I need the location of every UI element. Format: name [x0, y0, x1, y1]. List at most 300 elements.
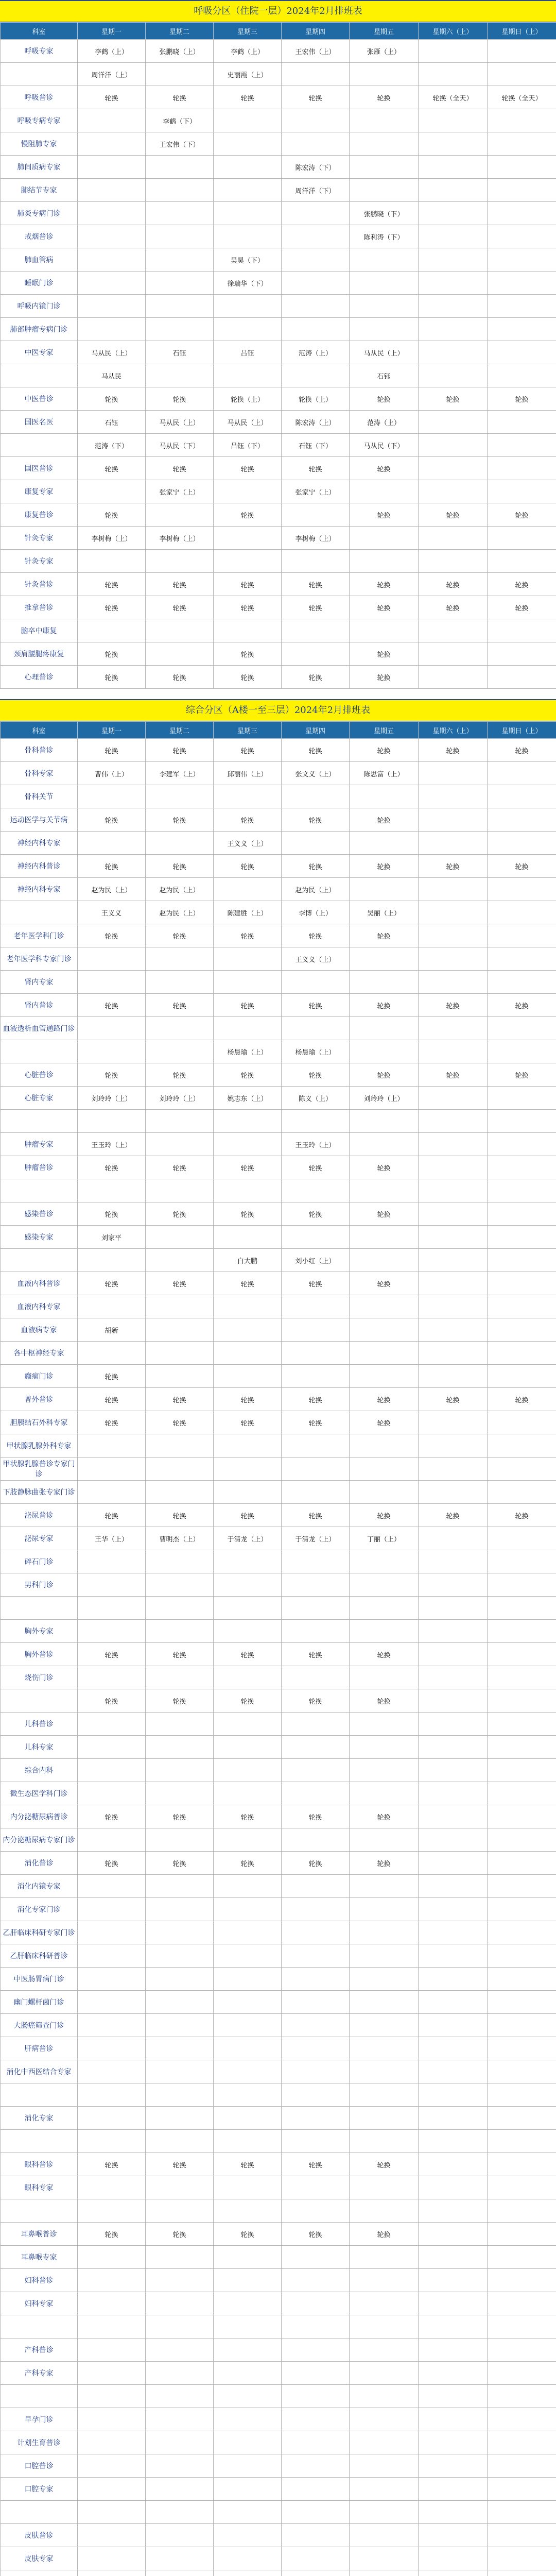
- table-row: [1, 1736, 556, 1759]
- department-cell: 心理普诊: [1, 666, 78, 689]
- department-cell: 内分泌糖尿病普诊: [1, 1805, 78, 1828]
- shift-cell: [146, 2408, 214, 2431]
- shift-cell: 赵为民（上）: [146, 901, 214, 924]
- shift-cell: [350, 1573, 419, 1597]
- table-row: [1, 2385, 556, 2408]
- shift-cell: 轮换: [282, 2153, 350, 2176]
- department-cell: [1, 1040, 78, 1063]
- shift-cell: [419, 1736, 488, 1759]
- shift-cell: [214, 132, 282, 156]
- department-cell: 神经内科专家: [1, 832, 78, 855]
- shift-cell: [78, 971, 146, 994]
- shift-cell: [350, 2176, 419, 2199]
- shift-cell: [214, 2176, 282, 2199]
- shift-cell: [282, 1597, 350, 1620]
- department-cell: 中医肠胃病门诊: [1, 1968, 78, 1991]
- shift-cell: 轮换: [214, 924, 282, 947]
- shift-cell: [419, 2315, 488, 2338]
- shift-cell: 轮换: [419, 1388, 488, 1411]
- department-cell: 耳鼻喉普诊: [1, 2223, 78, 2246]
- shift-cell: 轮换: [282, 86, 350, 109]
- shift-cell: 轮换: [350, 924, 419, 947]
- shift-cell: [419, 924, 488, 947]
- shift-cell: [350, 2547, 419, 2570]
- shift-cell: 轮换: [78, 457, 146, 480]
- table-row: [1, 596, 556, 619]
- shift-cell: 轮换: [78, 1365, 146, 1388]
- department-cell: 下肢静脉曲张专家门诊: [1, 1481, 78, 1504]
- shift-cell: [488, 272, 556, 295]
- shift-cell: [78, 1179, 146, 1202]
- shift-cell: [146, 1179, 214, 1202]
- shift-cell: [350, 2478, 419, 2501]
- department-cell: 肝病普诊: [1, 2037, 78, 2060]
- table-row: [1, 2153, 556, 2176]
- shift-cell: [146, 2269, 214, 2292]
- table-row: [1, 295, 556, 318]
- shift-cell: 轮换（上）: [282, 387, 350, 411]
- shift-cell: [488, 1179, 556, 1202]
- shift-cell: 轮换: [488, 596, 556, 619]
- shift-cell: 轮换: [78, 1202, 146, 1226]
- table-row: [1, 179, 556, 202]
- shift-cell: [214, 2385, 282, 2408]
- shift-cell: 轮换: [350, 855, 419, 878]
- shift-cell: [78, 1017, 146, 1040]
- shift-cell: [350, 2385, 419, 2408]
- table-row: [1, 832, 556, 855]
- shift-cell: [419, 947, 488, 971]
- shift-cell: [214, 1944, 282, 1968]
- table-row: [1, 1620, 556, 1643]
- shift-cell: [488, 2130, 556, 2153]
- shift-cell: 杨晨瑜（上）: [214, 1040, 282, 1063]
- shift-cell: [488, 762, 556, 785]
- shift-cell: [350, 1481, 419, 1504]
- shift-cell: [78, 2385, 146, 2408]
- shift-cell: [214, 2501, 282, 2524]
- table-row: [1, 1110, 556, 1133]
- shift-cell: [282, 2130, 350, 2153]
- shift-cell: [146, 1921, 214, 1944]
- shift-cell: [214, 1968, 282, 1991]
- shift-cell: [488, 480, 556, 503]
- schedule-table: [0, 22, 556, 689]
- shift-cell: [214, 2292, 282, 2315]
- shift-cell: 轮换: [78, 642, 146, 666]
- shift-cell: 轮换: [350, 1805, 419, 1828]
- column-header: 星期三: [214, 23, 282, 40]
- table-row: [1, 341, 556, 364]
- department-cell: 泌尿专家: [1, 1527, 78, 1550]
- shift-cell: 轮换: [214, 1689, 282, 1713]
- shift-cell: 石钰: [78, 411, 146, 434]
- shift-cell: [146, 1736, 214, 1759]
- table-row: [1, 2083, 556, 2107]
- shift-cell: [78, 480, 146, 503]
- shift-cell: 轮换: [419, 503, 488, 527]
- shift-cell: [350, 109, 419, 132]
- table-row: [1, 2362, 556, 2385]
- shift-cell: [350, 2083, 419, 2107]
- shift-cell: [488, 318, 556, 341]
- department-cell: 脑卒中康复: [1, 619, 78, 642]
- shift-cell: [282, 550, 350, 573]
- department-cell: 甲状腺乳腺普诊专家门诊: [1, 1458, 78, 1481]
- shift-cell: 轮换: [282, 808, 350, 832]
- shift-cell: [214, 2269, 282, 2292]
- shift-cell: 邱丽伟（上）: [214, 762, 282, 785]
- department-cell: 烧伤门诊: [1, 1666, 78, 1689]
- schedule-table: [0, 721, 556, 2576]
- shift-cell: [282, 248, 350, 272]
- department-cell: 血液内科普诊: [1, 1272, 78, 1295]
- shift-cell: [419, 1040, 488, 1063]
- shift-cell: [350, 179, 419, 202]
- shift-cell: 马从民: [78, 364, 146, 387]
- shift-cell: [488, 1944, 556, 1968]
- shift-cell: [419, 2292, 488, 2315]
- shift-cell: [488, 2153, 556, 2176]
- table-row: [1, 1342, 556, 1365]
- shift-cell: [214, 1017, 282, 1040]
- shift-cell: [350, 2315, 419, 2338]
- shift-cell: 张家宁（上）: [282, 480, 350, 503]
- shift-cell: [488, 808, 556, 832]
- shift-cell: 张鹏晓（下）: [350, 202, 419, 225]
- shift-cell: [350, 1342, 419, 1365]
- shift-cell: [282, 2199, 350, 2223]
- shift-cell: [214, 1481, 282, 1504]
- department-cell: [1, 2199, 78, 2223]
- shift-cell: [419, 1921, 488, 1944]
- department-cell: 睡眠门诊: [1, 272, 78, 295]
- shift-cell: [488, 2385, 556, 2408]
- table-row: [1, 1040, 556, 1063]
- shift-cell: [488, 2315, 556, 2338]
- department-cell: 老年医学科门诊: [1, 924, 78, 947]
- shift-cell: [146, 2454, 214, 2478]
- shift-cell: 马从民（上）: [350, 341, 419, 364]
- shift-cell: 陈宏涛（上）: [282, 411, 350, 434]
- table-row: [1, 1481, 556, 1504]
- shift-cell: [419, 179, 488, 202]
- shift-cell: [78, 2130, 146, 2153]
- shift-cell: [214, 156, 282, 179]
- shift-cell: [214, 1573, 282, 1597]
- shift-cell: 轮换: [214, 1063, 282, 1087]
- shift-cell: [419, 971, 488, 994]
- shift-cell: 轮换: [282, 573, 350, 596]
- shift-cell: 轮换: [78, 1388, 146, 1411]
- department-cell: 老年医学科专家门诊: [1, 947, 78, 971]
- shift-cell: [488, 619, 556, 642]
- shift-cell: [282, 63, 350, 86]
- department-cell: 推拿普诊: [1, 596, 78, 619]
- shift-cell: [282, 1179, 350, 1202]
- shift-cell: [214, 2338, 282, 2362]
- department-cell: [1, 63, 78, 86]
- shift-cell: [488, 2060, 556, 2083]
- shift-cell: [350, 132, 419, 156]
- shift-cell: [488, 1226, 556, 1249]
- shift-cell: 轮换: [350, 808, 419, 832]
- shift-cell: [419, 2060, 488, 2083]
- shift-cell: [350, 156, 419, 179]
- shift-cell: [214, 318, 282, 341]
- shift-cell: [419, 1898, 488, 1921]
- column-header: 星期五: [350, 722, 419, 739]
- shift-cell: [488, 2431, 556, 2454]
- shift-cell: 轮换: [78, 994, 146, 1017]
- shift-cell: [419, 2570, 488, 2576]
- shift-cell: 轮换: [146, 86, 214, 109]
- shift-cell: [282, 2014, 350, 2037]
- shift-cell: [488, 2037, 556, 2060]
- shift-cell: [282, 2454, 350, 2478]
- shift-cell: [419, 2338, 488, 2362]
- department-cell: 骨科普诊: [1, 739, 78, 762]
- shift-cell: 轮换: [146, 1272, 214, 1295]
- shift-cell: [350, 1620, 419, 1643]
- shift-cell: 轮换: [146, 739, 214, 762]
- shift-cell: [78, 1110, 146, 1133]
- shift-cell: 轮换: [350, 596, 419, 619]
- shift-cell: [488, 1852, 556, 1875]
- shift-cell: [282, 1342, 350, 1365]
- shift-cell: [419, 2362, 488, 2385]
- department-cell: 慢阻肺专家: [1, 132, 78, 156]
- table-row: [1, 1272, 556, 1295]
- department-cell: 肿瘤专家: [1, 1133, 78, 1156]
- shift-cell: 石钰: [146, 341, 214, 364]
- shift-cell: [488, 1342, 556, 1365]
- column-header: 星期日（上）: [488, 722, 556, 739]
- column-header: 星期六（上）: [419, 722, 488, 739]
- shift-cell: [419, 480, 488, 503]
- shift-cell: [214, 1759, 282, 1782]
- shift-cell: [419, 527, 488, 550]
- shift-cell: [488, 878, 556, 901]
- shift-cell: [146, 318, 214, 341]
- shift-cell: [146, 2060, 214, 2083]
- shift-cell: [488, 1133, 556, 1156]
- shift-cell: 范涛（上）: [282, 341, 350, 364]
- table-row: [1, 1597, 556, 1620]
- shift-cell: [488, 1527, 556, 1550]
- shift-cell: 王玉玲（上）: [282, 1133, 350, 1156]
- department-cell: 针灸普诊: [1, 573, 78, 596]
- shift-cell: [488, 901, 556, 924]
- shift-cell: [350, 1133, 419, 1156]
- table-row: [1, 1573, 556, 1597]
- shift-cell: [146, 1133, 214, 1156]
- shift-cell: [282, 2547, 350, 2570]
- shift-cell: 李鹤（上）: [78, 40, 146, 63]
- shift-cell: [350, 2014, 419, 2037]
- shift-cell: [78, 1434, 146, 1458]
- shift-cell: 轮换: [350, 573, 419, 596]
- shift-cell: [488, 2570, 556, 2576]
- shift-cell: [146, 642, 214, 666]
- shift-cell: 轮换: [350, 1504, 419, 1527]
- table-row: [1, 573, 556, 596]
- shift-cell: [78, 2199, 146, 2223]
- table-row: [1, 1805, 556, 1828]
- shift-cell: 轮换: [282, 739, 350, 762]
- shift-cell: [350, 785, 419, 808]
- shift-cell: 轮换: [78, 596, 146, 619]
- department-cell: [1, 2130, 78, 2153]
- shift-cell: [350, 1295, 419, 1318]
- department-cell: 骨科专家: [1, 762, 78, 785]
- shift-cell: 轮换: [78, 2153, 146, 2176]
- shift-cell: [78, 109, 146, 132]
- shift-cell: 轮换: [282, 1411, 350, 1434]
- shift-cell: [488, 457, 556, 480]
- shift-cell: [488, 248, 556, 272]
- shift-cell: 轮换: [146, 666, 214, 689]
- shift-cell: [419, 1550, 488, 1573]
- shift-cell: [350, 1226, 419, 1249]
- shift-cell: [282, 132, 350, 156]
- table-row: [1, 1643, 556, 1666]
- shift-cell: [78, 2083, 146, 2107]
- department-cell: 血液透析血管通路门诊: [1, 1017, 78, 1040]
- shift-cell: [488, 2014, 556, 2037]
- shift-cell: [488, 1481, 556, 1504]
- table-row: [1, 1411, 556, 1434]
- shift-cell: [419, 1527, 488, 1550]
- shift-cell: [419, 2547, 488, 2570]
- shift-cell: [146, 2014, 214, 2037]
- shift-cell: [488, 550, 556, 573]
- shift-cell: [78, 1828, 146, 1852]
- department-cell: 血液病专家: [1, 1318, 78, 1342]
- shift-cell: [78, 2570, 146, 2576]
- shift-cell: 李树梅（上）: [78, 527, 146, 550]
- department-cell: 乙肝临床科研普诊: [1, 1944, 78, 1968]
- shift-cell: [419, 109, 488, 132]
- shift-cell: [350, 1921, 419, 1944]
- shift-cell: 轮换: [282, 596, 350, 619]
- shift-cell: [419, 132, 488, 156]
- shift-cell: [350, 2130, 419, 2153]
- shift-cell: [419, 1272, 488, 1295]
- shift-cell: [282, 1365, 350, 1388]
- shift-cell: 轮换: [214, 642, 282, 666]
- shift-cell: 轮换: [214, 1388, 282, 1411]
- shift-cell: 吕钰（下）: [214, 434, 282, 457]
- shift-cell: 轮换: [214, 1805, 282, 1828]
- shift-cell: 轮换: [282, 1156, 350, 1179]
- shift-cell: [146, 2130, 214, 2153]
- shift-cell: 轮换: [350, 739, 419, 762]
- shift-cell: [78, 2362, 146, 2385]
- shift-cell: 轮换: [350, 1689, 419, 1713]
- department-cell: 计划生育普诊: [1, 2431, 78, 2454]
- department-cell: 国医普诊: [1, 457, 78, 480]
- shift-cell: [78, 2454, 146, 2478]
- table-row: [1, 2269, 556, 2292]
- department-cell: 乙肝临床科研专家门诊: [1, 1921, 78, 1944]
- department-cell: 呼吸专家: [1, 40, 78, 63]
- shift-cell: [78, 2292, 146, 2315]
- table-row: [1, 1087, 556, 1110]
- department-cell: 耳鼻喉专家: [1, 2246, 78, 2269]
- shift-cell: 轮换: [350, 503, 419, 527]
- shift-cell: [146, 2570, 214, 2576]
- shift-cell: [282, 619, 350, 642]
- shift-cell: [488, 1295, 556, 1318]
- department-cell: 肺结节专家: [1, 179, 78, 202]
- shift-cell: [78, 1597, 146, 1620]
- department-cell: 皮肤普诊: [1, 2524, 78, 2547]
- shift-cell: [419, 2223, 488, 2246]
- shift-cell: [350, 2408, 419, 2431]
- shift-cell: [214, 1342, 282, 1365]
- shift-cell: [350, 1110, 419, 1133]
- shift-cell: [282, 1226, 350, 1249]
- shift-cell: [488, 2199, 556, 2223]
- shift-cell: 石钰（下）: [282, 434, 350, 457]
- shift-cell: [78, 1944, 146, 1968]
- shift-cell: [419, 1666, 488, 1689]
- shift-cell: 轮换: [214, 2223, 282, 2246]
- shift-cell: 轮换: [146, 387, 214, 411]
- shift-cell: [419, 1852, 488, 1875]
- shift-cell: [78, 225, 146, 248]
- shift-cell: 轮换: [282, 1388, 350, 1411]
- shift-cell: 轮换: [78, 503, 146, 527]
- table-row: [1, 1944, 556, 1968]
- shift-cell: 轮换: [214, 1852, 282, 1875]
- table-row: [1, 901, 556, 924]
- shift-cell: [282, 1828, 350, 1852]
- shift-cell: [282, 2570, 350, 2576]
- shift-cell: [282, 2246, 350, 2269]
- shift-cell: [419, 2524, 488, 2547]
- shift-cell: [350, 2060, 419, 2083]
- shift-cell: [282, 832, 350, 855]
- shift-cell: [419, 1226, 488, 1249]
- shift-cell: 轮换: [350, 1643, 419, 1666]
- shift-cell: [488, 2501, 556, 2524]
- column-header: 星期六（上）: [419, 23, 488, 40]
- table-row: [1, 739, 556, 762]
- shift-cell: [419, 364, 488, 387]
- shift-cell: [146, 2107, 214, 2130]
- column-header: 星期一: [78, 23, 146, 40]
- shift-cell: 轮换: [214, 457, 282, 480]
- table-row: [1, 2315, 556, 2338]
- table-row: [1, 2130, 556, 2153]
- shift-cell: [214, 2547, 282, 2570]
- department-cell: 幽门螺杆菌门诊: [1, 1991, 78, 2014]
- column-header: 星期二: [146, 722, 214, 739]
- shift-cell: [78, 2338, 146, 2362]
- shift-cell: 轮换: [78, 1411, 146, 1434]
- department-cell: [1, 1689, 78, 1713]
- shift-cell: [419, 2153, 488, 2176]
- shift-cell: [282, 1666, 350, 1689]
- shift-cell: [488, 40, 556, 63]
- shift-cell: [214, 1620, 282, 1643]
- shift-cell: [146, 2315, 214, 2338]
- department-cell: 康复专家: [1, 480, 78, 503]
- shift-cell: [282, 1017, 350, 1040]
- shift-cell: [419, 1689, 488, 1713]
